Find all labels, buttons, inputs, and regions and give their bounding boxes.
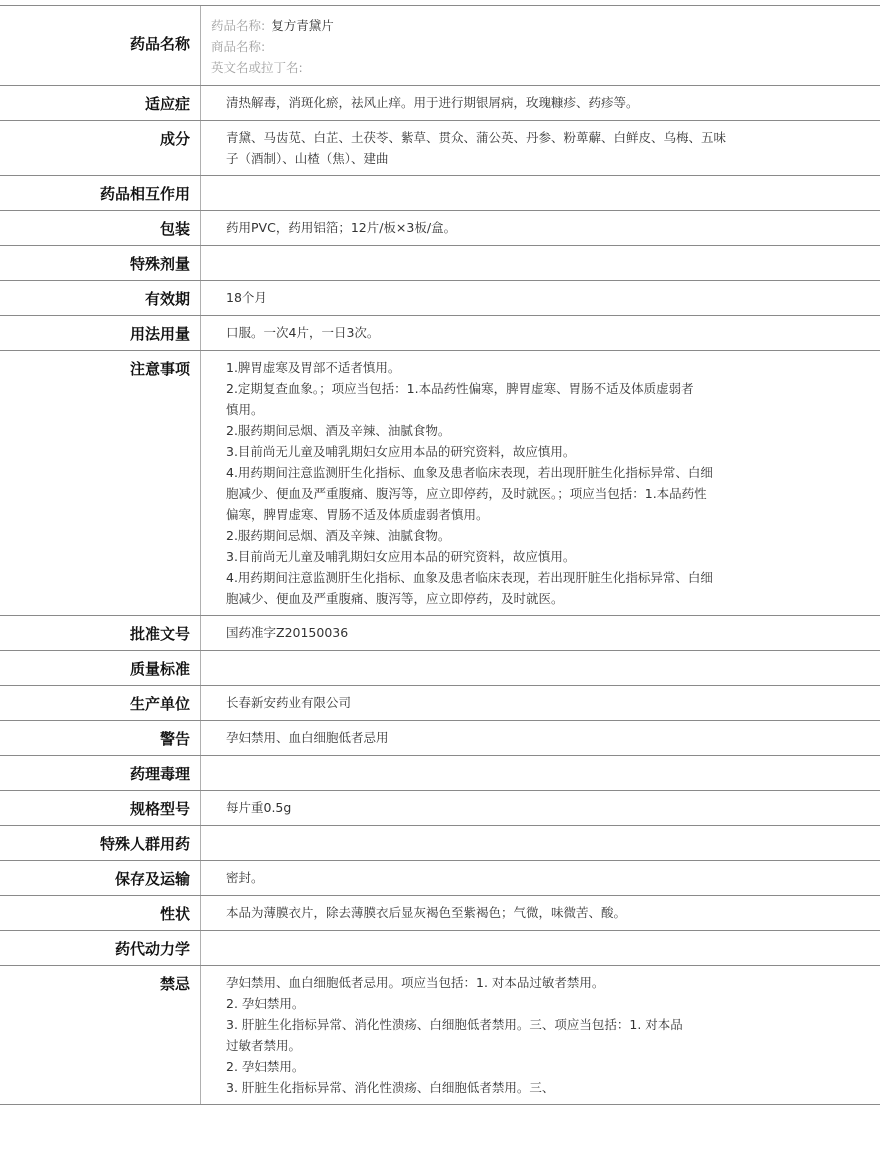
row-value [201, 616, 880, 650]
info-row [0, 651, 880, 686]
row-value [201, 121, 880, 175]
row-label: 有效期 [0, 281, 201, 315]
drug-name-row [0, 5, 880, 86]
english-name-key: 英文名或拉丁名: [211, 60, 303, 75]
row-value [201, 316, 880, 350]
value-line: 药用PVC，药用铝箔；12片/板×3板/盒。 [226, 220, 457, 235]
info-row [0, 176, 880, 211]
value-line: 3. 肝脏生化指标异常、消化性溃疡、白细胞低者禁用。三、 [226, 1080, 555, 1095]
row-label: 药理毒理 [0, 756, 201, 790]
row-label: 注意事项 [0, 351, 201, 615]
value-line: 孕妇禁用、血白细胞低者忌用。项应当包括：1. 对本品过敏者禁用。 [226, 975, 605, 990]
value-line: 18个月 [226, 290, 267, 305]
row-value [201, 281, 880, 315]
row-value [201, 931, 880, 965]
row-label: 批准文号 [0, 616, 201, 650]
drug-name-block [201, 6, 344, 85]
info-row [0, 791, 880, 826]
row-value [201, 246, 880, 280]
generic-name-key: 药品名称: [211, 18, 266, 33]
value-line: 3. 肝脏生化指标异常、消化性溃疡、白细胞低者禁用。三、项应当包括：1. 对本品 [226, 1017, 683, 1032]
row-value [201, 351, 880, 615]
info-row [0, 826, 880, 861]
info-row [0, 281, 880, 316]
value-line: 口服。一次4片，一日3次。 [226, 325, 380, 340]
row-value [201, 176, 880, 210]
info-row [0, 86, 880, 121]
row-label: 用法用量 [0, 316, 201, 350]
info-row [0, 121, 880, 176]
value-line: 1.脾胃虚寒及胃部不适者慎用。 [226, 360, 401, 375]
row-label: 药代动力学 [0, 931, 201, 965]
info-row [0, 721, 880, 756]
row-value [201, 686, 880, 720]
info-row [0, 896, 880, 931]
value-line: 偏寒，脾胃虚寒、胃肠不适及体质虚弱者慎用。 [226, 507, 489, 522]
info-row [0, 351, 880, 616]
value-line: 子（酒制）、山楂（焦）、建曲 [226, 151, 389, 166]
generic-name-value: 复方青黛片 [271, 18, 334, 33]
value-line: 2.服药期间忌烟、酒及辛辣、油腻食物。 [226, 423, 451, 438]
row-label: 成分 [0, 121, 201, 175]
info-row [0, 316, 880, 351]
value-line: 胞减少、便血及严重腹痛、腹泻等，应立即停药，及时就医。；项应当包括：1.本品药性 [226, 486, 707, 501]
row-value [201, 721, 880, 755]
value-line: 长春新安药业有限公司 [226, 695, 352, 710]
value-line: 3.目前尚无儿童及哺乳期妇女应用本品的研究资料，故应慎用。 [226, 549, 576, 564]
row-value [201, 86, 880, 120]
value-line: 4.用药期间注意监测肝生化指标、血象及患者临床表现，若出现肝脏生化指标异常、白细 [226, 465, 713, 480]
value-line: 国药准字Z20150036 [226, 625, 349, 640]
drug-info-rows [0, 86, 880, 1105]
value-line: 本品为薄膜衣片，除去薄膜衣后显灰褐色至紫褐色；气微，味微苦、酸。 [226, 905, 627, 920]
row-value [201, 211, 880, 245]
row-label: 禁忌 [0, 966, 201, 1104]
row-label: 性状 [0, 896, 201, 930]
drug-name-label: 药品名称 [0, 6, 201, 85]
info-row [0, 686, 880, 721]
info-row [0, 211, 880, 246]
info-row [0, 246, 880, 281]
row-value [201, 756, 880, 790]
value-line: 2. 孕妇禁用。 [226, 996, 305, 1011]
value-line: 2. 孕妇禁用。 [226, 1059, 305, 1074]
info-row [0, 616, 880, 651]
value-line: 2.服药期间忌烟、酒及辛辣、油腻食物。 [226, 528, 451, 543]
value-line: 胞减少、便血及严重腹痛、腹泻等，应立即停药，及时就医。 [226, 591, 564, 606]
row-value [201, 966, 880, 1104]
row-value [201, 861, 880, 895]
row-label: 特殊人群用药 [0, 826, 201, 860]
row-label: 适应症 [0, 86, 201, 120]
row-value [201, 651, 880, 685]
row-label: 药品相互作用 [0, 176, 201, 210]
row-label: 包装 [0, 211, 201, 245]
value-line: 密封。 [226, 870, 264, 885]
info-row [0, 756, 880, 791]
trade-name-key: 商品名称: [211, 39, 266, 54]
value-line: 2.定期复查血象。；项应当包括：1.本品药性偏寒，脾胃虚寒、胃肠不适及体质虚弱者 [226, 381, 694, 396]
row-value [201, 896, 880, 930]
row-label: 生产单位 [0, 686, 201, 720]
row-label: 规格型号 [0, 791, 201, 825]
row-value [201, 791, 880, 825]
value-line: 青黛、马齿苋、白芷、土茯苓、紫草、贯众、蒲公英、丹参、粉萆薢、白鲜皮、乌梅、五味 [226, 130, 727, 145]
info-row [0, 966, 880, 1105]
row-label: 特殊剂量 [0, 246, 201, 280]
value-line: 慎用。 [226, 402, 264, 417]
value-line: 每片重0.5g [226, 800, 292, 815]
value-line: 4.用药期间注意监测肝生化指标、血象及患者临床表现，若出现肝脏生化指标异常、白细 [226, 570, 713, 585]
value-line: 3.目前尚无儿童及哺乳期妇女应用本品的研究资料，故应慎用。 [226, 444, 576, 459]
value-line: 孕妇禁用、血白细胞低者忌用 [226, 730, 389, 745]
drug-info-table [0, 5, 880, 1105]
row-label: 质量标准 [0, 651, 201, 685]
row-label: 警告 [0, 721, 201, 755]
value-line: 过敏者禁用。 [226, 1038, 302, 1053]
row-label: 保存及运输 [0, 861, 201, 895]
value-line: 清热解毒，消斑化瘀，祛风止痒。用于进行期银屑病，玫瑰糠疹、药疹等。 [226, 95, 639, 110]
info-row [0, 931, 880, 966]
row-value [201, 826, 880, 860]
info-row [0, 861, 880, 896]
